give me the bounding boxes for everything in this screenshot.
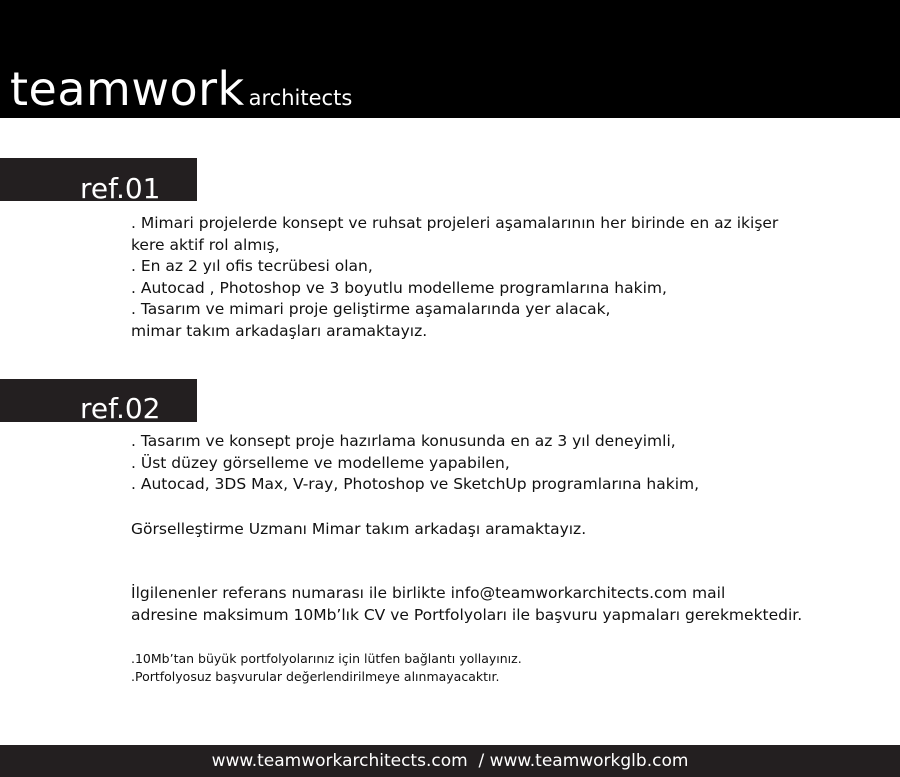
ref-02-closing — [131, 519, 586, 541]
ref-01-line-5: . Tasarım ve mimari proje geliştirme aşamalarında yer alacak, — [131, 300, 611, 318]
ref-02-label: ref.02 — [80, 392, 161, 425]
ref-01-line-2: kere aktif rol almış, — [131, 235, 280, 254]
ref-01-requirements — [131, 213, 778, 342]
ref-01-label: ref.01 — [80, 172, 161, 205]
ref-01-heading — [0, 158, 197, 205]
brand-sub: architects — [248, 86, 353, 110]
brand-main: teamwork — [10, 62, 245, 116]
ref-02-requirements — [131, 431, 699, 496]
ref-01-line-6: mimar takım arkadaşları aramaktayız. — [131, 321, 428, 340]
ref-02-line-2: . Üst düzey görselleme ve modelleme yapabilen, — [131, 453, 510, 472]
ref-01-line-3: . En az 2 yıl ofis tecrübesi olan, — [131, 257, 373, 275]
brand-logo — [10, 62, 353, 116]
note-1: .10Mb’tan büyük portfolyolarınız için lütfen bağlantı yollayınız. — [131, 651, 522, 666]
footer-bar — [0, 745, 900, 777]
ref-02-closing-text: Görselleştirme Uzmanı Mimar takım arkadaşı aramaktayız. — [131, 520, 587, 538]
footnotes — [131, 650, 522, 686]
application-line-1: İlgilenenler referans numarası ile birlikte info@teamworkarchitects.com mail — [131, 584, 726, 602]
ref-02-line-3: . Autocad, 3DS Max, V-ray, Photoshop ve SketchUp programlarına hakim, — [131, 475, 700, 493]
footer-links: www.teamworkarchitects.com / www.teamworkglb.com — [211, 751, 689, 771]
note-2: .Portfolyosuz başvurular değerlendirilmeye alınmayacaktır. — [131, 669, 500, 684]
ref-01-line-4: . Autocad , Photoshop ve 3 boyutlu modelleme programlarına hakim, — [131, 278, 667, 297]
ref-02-line-1: . Tasarım ve konsept proje hazırlama konusunda en az 3 yıl deneyimli, — [131, 432, 676, 450]
header-bar — [0, 0, 900, 118]
application-line-2: adresine maksimum 10Mb’lık CV ve Portfolyoları ile başvuru yapmaları gerekmektedir. — [131, 605, 803, 624]
ref-02-heading — [0, 379, 197, 425]
ref-01-line-1: . Mimari projelerde konsept ve ruhsat projeleri aşamalarının her birinde en az ikişer — [131, 214, 779, 232]
application-info — [131, 583, 802, 626]
